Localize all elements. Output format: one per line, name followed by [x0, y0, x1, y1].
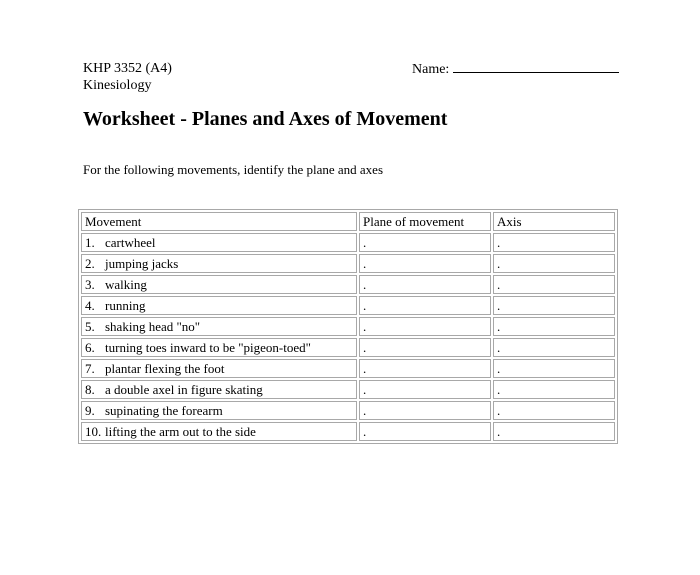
row-number: 8.: [85, 381, 95, 397]
table-row: [81, 296, 615, 315]
table-row: [81, 359, 615, 378]
column-header-axis: Axis: [493, 212, 615, 231]
table-row: [81, 401, 615, 420]
plane-answer-cell[interactable]: .: [359, 338, 491, 357]
movement-text: jumping jacks: [105, 255, 179, 271]
movement-cell: [81, 401, 357, 420]
movement-text: shaking head "no": [105, 318, 201, 334]
movement-text: turning toes inward to be "pigeon-toed": [105, 339, 311, 355]
plane-answer-cell[interactable]: .: [359, 275, 491, 294]
axis-answer-cell[interactable]: .: [493, 275, 615, 294]
table-row: [81, 422, 615, 441]
row-number: 3.: [85, 276, 95, 292]
axis-answer-cell[interactable]: .: [493, 338, 615, 357]
movement-cell: [81, 338, 357, 357]
movement-cell: [81, 296, 357, 315]
row-number: 2.: [85, 255, 95, 271]
table-row: [81, 233, 615, 252]
movement-text: plantar flexing the foot: [105, 360, 225, 376]
movement-text: running: [105, 297, 146, 313]
axis-answer-cell[interactable]: .: [493, 380, 615, 399]
plane-answer-cell[interactable]: .: [359, 233, 491, 252]
movement-cell: [81, 275, 357, 294]
table-row: [81, 380, 615, 399]
row-number: 7.: [85, 360, 95, 376]
axis-answer-cell[interactable]: .: [493, 296, 615, 315]
movement-text: cartwheel: [105, 234, 156, 250]
movement-text: lifting the arm out to the side: [105, 423, 256, 439]
plane-answer-cell[interactable]: .: [359, 380, 491, 399]
row-number: 4.: [85, 297, 95, 313]
row-number: 5.: [85, 318, 95, 334]
movement-text: a double axel in figure skating: [105, 381, 263, 397]
axis-answer-cell[interactable]: .: [493, 233, 615, 252]
movement-cell: [81, 359, 357, 378]
plane-answer-cell[interactable]: .: [359, 359, 491, 378]
axis-answer-cell[interactable]: .: [493, 422, 615, 441]
table-row: [81, 254, 615, 273]
plane-answer-cell[interactable]: .: [359, 401, 491, 420]
movement-cell: [81, 233, 357, 252]
movement-text: walking: [105, 276, 147, 292]
movement-text: supinating the forearm: [105, 402, 223, 418]
table-header-row: [81, 212, 615, 231]
movement-cell: [81, 317, 357, 336]
plane-answer-cell[interactable]: .: [359, 317, 491, 336]
name-blank-line: [453, 60, 619, 73]
instructions-text: For the following movements, identify the plane and axes: [83, 162, 384, 177]
axis-answer-cell[interactable]: .: [493, 317, 615, 336]
course-code: KHP 3352 (A4): [83, 61, 172, 76]
name-field-block: [412, 60, 619, 78]
row-number: 10.: [85, 423, 102, 439]
movement-cell: [81, 422, 357, 441]
axis-answer-cell[interactable]: .: [493, 401, 615, 420]
movements-table: [78, 209, 618, 444]
movement-cell: [81, 254, 357, 273]
plane-answer-cell[interactable]: .: [359, 296, 491, 315]
column-header-movement: Movement: [81, 212, 357, 231]
name-label: Name:: [412, 62, 450, 77]
column-header-plane: Plane of movement: [359, 212, 491, 231]
table-row: [81, 275, 615, 294]
axis-answer-cell[interactable]: .: [493, 254, 615, 273]
plane-answer-cell[interactable]: .: [359, 422, 491, 441]
movement-cell: [81, 380, 357, 399]
row-number: 6.: [85, 339, 95, 355]
axis-answer-cell[interactable]: .: [493, 359, 615, 378]
table-row: [81, 317, 615, 336]
row-number: 9.: [85, 402, 95, 418]
plane-answer-cell[interactable]: .: [359, 254, 491, 273]
table-row: [81, 338, 615, 357]
row-number: 1.: [85, 234, 95, 250]
worksheet-title: Worksheet - Planes and Axes of Movement: [83, 108, 448, 130]
course-header: [83, 60, 172, 94]
course-subject: Kinesiology: [83, 78, 152, 93]
